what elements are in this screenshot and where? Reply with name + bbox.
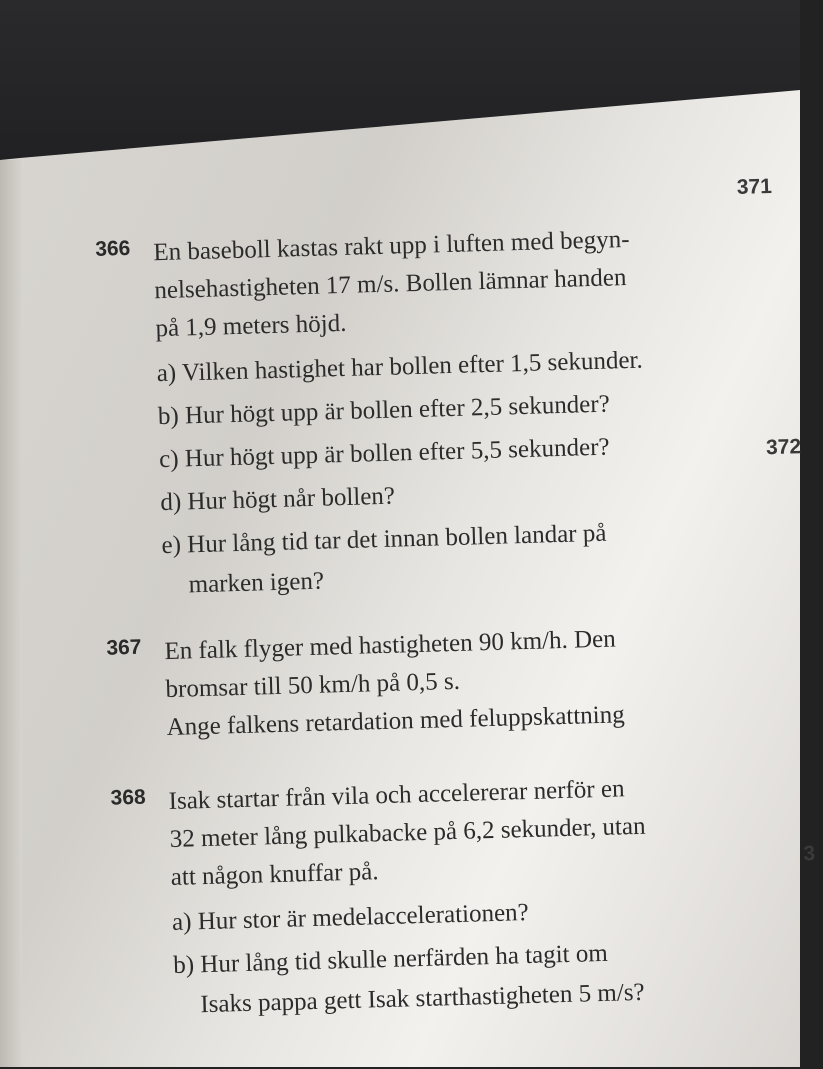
- problem-text-line: bromsar till 50 km/h på 0,5 s.: [165, 667, 461, 704]
- margin-number: 372: [765, 435, 802, 460]
- subquestion-b-continued: Isaks pappa gett Isak starthastigheten 5 m/s?: [200, 978, 645, 1019]
- margin-number: 371: [736, 174, 773, 199]
- subquestion-e-continued: marken igen?: [188, 567, 325, 599]
- subquestions: [171, 885, 756, 1025]
- problem-number: 368: [110, 785, 146, 810]
- problem-text-line: 32 meter lång pulkabacke på 6,2 sekunder, utan: [169, 812, 646, 854]
- problem-number: 367: [106, 635, 142, 660]
- subquestion-d: d) Hur högt når bollen?: [159, 482, 396, 517]
- problem-text-line: på 1,9 meters höjd.: [155, 309, 347, 343]
- margin-number: 3: [803, 841, 816, 866]
- subquestion-b: b) Hur lång tid skulle nerfärden ha tagit om: [172, 939, 609, 979]
- subquestion-a: a) Vilken hastighet har bollen efter 1,5 sekunder.: [156, 346, 644, 388]
- problem-text-line: Ange falkens retardation med feluppskattning: [166, 701, 626, 742]
- subquestion-e: e) Hur lång tid tar det innan bollen landar på: [161, 519, 607, 560]
- problem-text-line: Isak startar från vila och accelererar nerför en: [168, 775, 625, 816]
- subquestions: [156, 336, 745, 605]
- problem-text-line: att någon knuffar på.: [170, 858, 379, 891]
- problem-text-line: En baseboll kastas rakt upp i luften med begyn-: [153, 225, 630, 267]
- subquestion-b: b) Hur högt upp är bollen efter 2,5 sekunder?: [157, 390, 611, 431]
- problem-number: 366: [94, 236, 131, 261]
- problem-366: [95, 218, 745, 607]
- subquestion-a: a) Hur stor är medelaccelerationen?: [171, 899, 530, 936]
- problem-text-line: nelsehastigheten 17 m/s. Bollen lämnar handen: [154, 264, 627, 305]
- problem-368: [110, 767, 757, 1027]
- problem-text-line: En falk flyger med hastigheten 90 km/h. Den: [164, 625, 617, 666]
- problem-body: [168, 767, 757, 1025]
- problem-367: [106, 617, 749, 749]
- problem-body: [153, 218, 745, 605]
- problem-body: [164, 617, 749, 747]
- subquestion-c: c) Hur högt upp är bollen efter 5,5 sekunder?: [158, 433, 610, 474]
